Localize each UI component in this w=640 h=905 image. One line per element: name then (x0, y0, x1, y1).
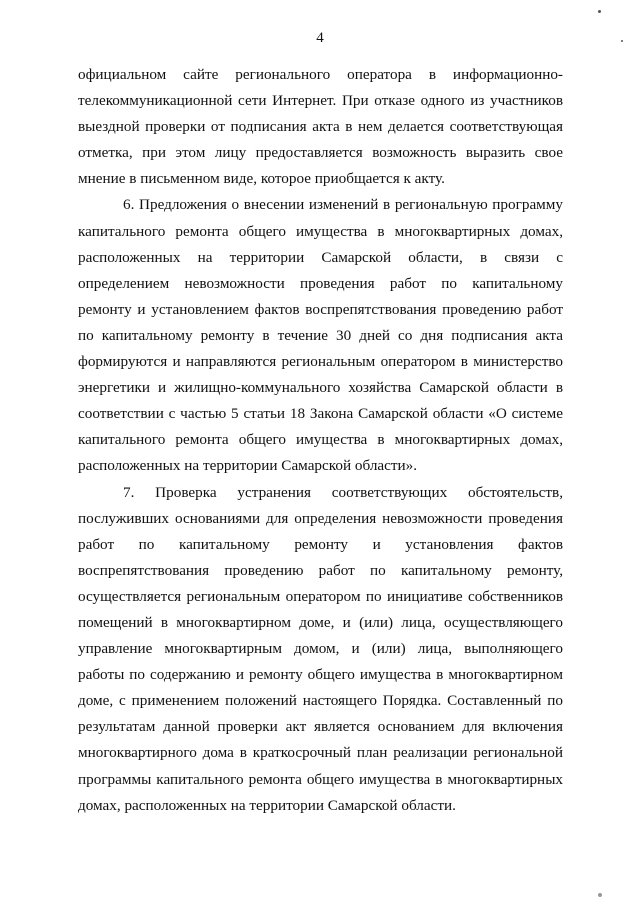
paragraph-item-6: 6. Предложения о внесении изменений в региональную программу капитального ремонта общего имущества в многоквартирных домах, расположенных на территории Самарской области, в связи с определением невозможности проведения работ по капитальному ремонту и установлением фактов воспрепятствования проведению работ по капитальному ремонту в течение 30 дней со дня подписания акта формируются и направляются региональным оператором в министерство энергетики и жилищно-коммунального хозяйства Самарской области в соответствии с частью 5 статьи 18 Закона Самарской области «О системе капитального ремонта общего имущества в многоквартирных домах, расположенных на территории Самарской области». (78, 196, 563, 475)
page-number: 4 (316, 30, 324, 46)
scan-speck (598, 893, 602, 897)
paragraph-item-7: 7. Проверка устранения соответствующих обстоятельств, послуживших основаниями для определения невозможности проведения работ по капитальному ремонту и установления фактов воспрепятствования проведению работ по капитальному ремонту, осуществляется региональным оператором по инициативе собственников помещений в многоквартирном доме, и (или) лица, осуществляющего управление многоквартирным домом, и (или) лица, выполняющего работы по содержанию и ремонту общего имущества в многоквартирном доме, с применением положений настоящего Порядка. Составленный по результатам данной проверки акт является основанием для включения многоквартирного дома в краткосрочный план реализации региональной программы капитального ремонта общего имущества в многоквартирных домах, расположенных на территории Самарской области. (78, 483, 563, 814)
paragraph-continuation: официальном сайте регионального оператора в информационно-телекоммуникационной сети Интернет. При отказе одного из участников выездной проверки от подписания акта в нем делается соответствующая отметка, при этом лицу предоставляется возможность выразить свое мнение в письменном виде, которое приобщается к акту. (78, 66, 563, 188)
document-body (78, 62, 563, 819)
scan-speck (598, 10, 601, 13)
